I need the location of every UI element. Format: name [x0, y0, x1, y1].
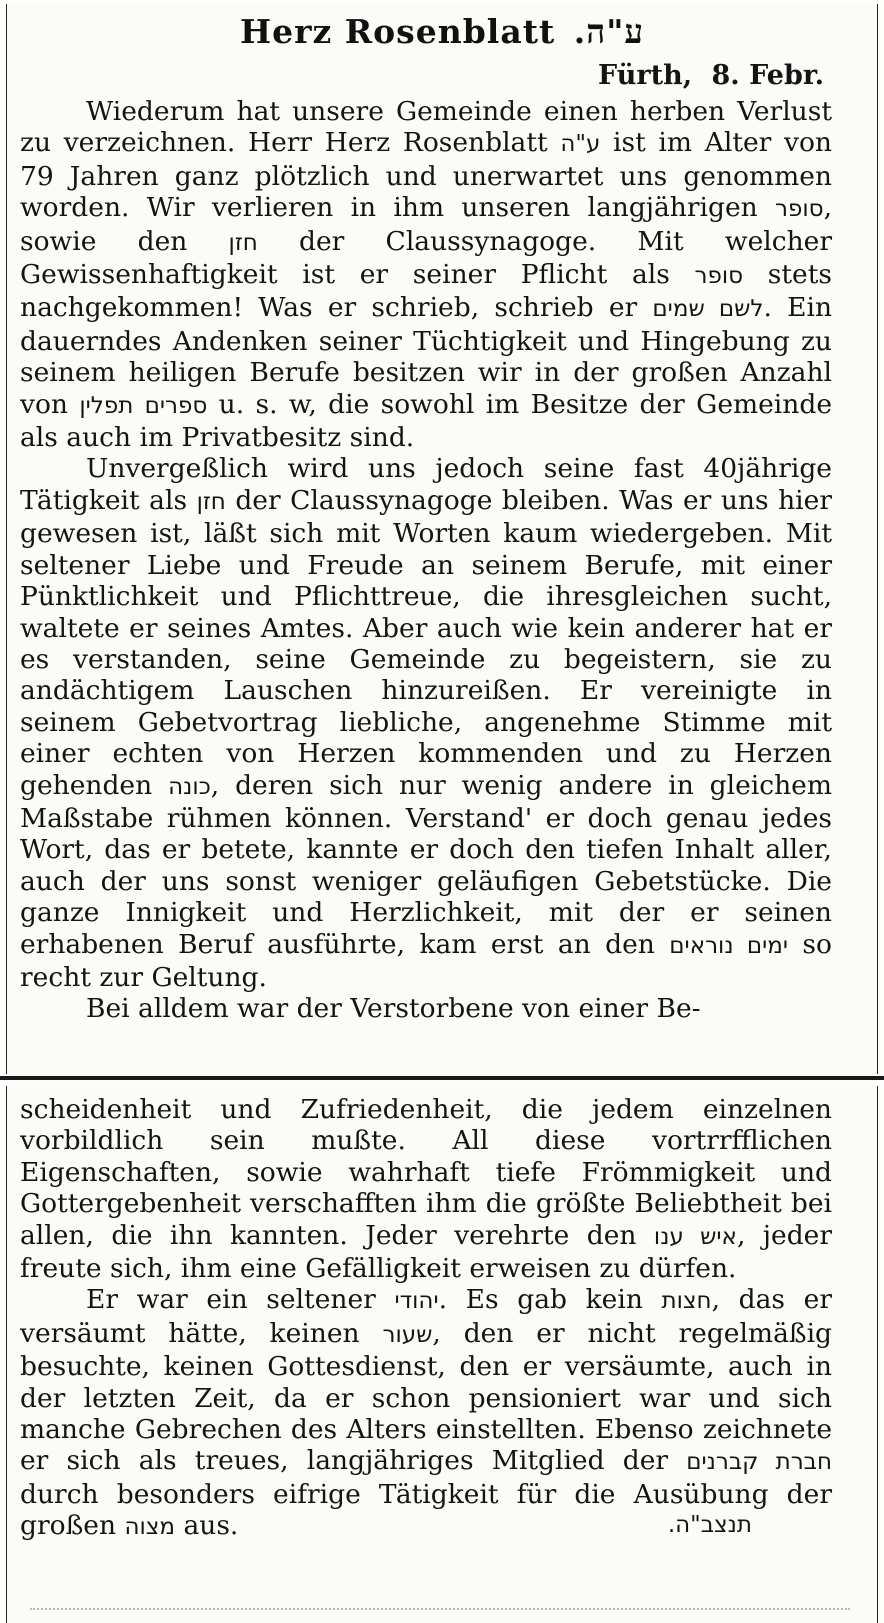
dateline-place: Fürth,	[598, 60, 693, 91]
dateline	[598, 60, 824, 91]
paragraph-text: Er war ein seltener	[86, 1284, 395, 1316]
hebrew-term: סופר	[694, 263, 744, 290]
paragraph-text: der Claussynagoge. Mit welcher Gewissenhaftigkeit ist er seiner Pflicht als	[20, 225, 832, 291]
hebrew-signature: תנצב"ה.	[667, 1512, 752, 1539]
paragraph-text: , den er nicht regelmäßig besuchte, keinen Gottesdienst, den er versäumte, auch in der letzten Zeit, da er schon pensioniert war und sich manche Gebrechen des Alters einstellten. Ebenso zeichnete er sich als treues, langjähriges Mitglied der	[20, 1317, 833, 1477]
hebrew-term: איש ענו	[653, 1223, 737, 1250]
hebrew-term: ע"ה	[560, 131, 601, 158]
paragraph-text: , das er versäumt hätte, keinen	[20, 1284, 833, 1349]
paragraph-text: Bei alldem war der Verstorbene von einer Be-	[86, 993, 701, 1025]
column-divider-rule	[0, 1076, 884, 1080]
lower-paragraph	[20, 1094, 832, 1284]
dateline-date: 8. Febr.	[711, 60, 824, 91]
paragraph-text: , deren sich nur wenig andere in gleichem Maßstabe rühmen können. Verstand' er doch genau jedes Wort, das er betete, kannte er doch den tiefen Inhalt aller, auch der uns sonst weniger geläufigen Gebetstücke. Die ganze Innigkeit und Herzlichkeit, mit der er seinen erhabenen Beruf ausführte, kam erst an den	[20, 769, 832, 960]
paragraph-text: , sowie den	[20, 192, 832, 257]
paragraph-text: . Es gab kein	[438, 1284, 662, 1316]
heading-hebrew-abbreviation: ע"ה.	[573, 12, 645, 51]
upper-paragraph	[20, 993, 832, 1024]
hebrew-term: כונה	[168, 773, 211, 800]
paragraph-text: scheidenheit und Zufriedenheit, die jedem einzelnen vorbildlich sein mußte. All diese vortrrfflichen Eigenschaften, sowie wahrhaft tiefe Frömmigkeit und Gottergebenheit verschafften ihm die größte Beliebtheit bei allen, die ihn kannten. Jeder verehrte den	[20, 1094, 832, 1251]
hebrew-term: שעור	[382, 1321, 433, 1348]
hebrew-term: ימים נוראים	[669, 932, 789, 959]
heading-name: Herz Rosenblatt	[239, 12, 556, 51]
paragraph-text: Unvergeßlich wird uns jedoch seine fast 40jährige Tätigkeit als	[20, 453, 832, 516]
paragraph-text: . Ein dauerndes Andenken seiner Tüchtigkeit und Hingebung zu seinem heiligen Berufe besitzen wir in der großen Anzahl von	[20, 292, 833, 420]
hebrew-term: חברת קברנים	[686, 1449, 832, 1476]
upper-paragraph	[20, 453, 832, 993]
hebrew-term: חצות	[661, 1288, 712, 1315]
hebrew-term: חזן	[196, 488, 226, 515]
paragraph-text: aus.	[175, 1510, 239, 1542]
upper-paragraph	[20, 96, 832, 453]
lower-paragraph	[20, 1284, 832, 1543]
paragraph-text: , jeder freute sich, ihm eine Gefälligkeit erweisen zu dürfen.	[20, 1219, 833, 1285]
paragraph-text: der Claussynagoge bleiben. Was er uns hier gewesen ist, läßt sich mit Worten kaum wiedergeben. Mit seltener Liebe und Freude an seinem Berufe, mit einer Pünktlichkeit und Pflichttreue, die ihresgleichen sucht, waltete er seines Amtes. Aber auch wie kein anderer hat er es verstanden, seine Gemeinde zu begeistern, sie zu andächtigem Lauschen hinzureißen. Er vereinigte in seinem Gebetvortrag liebliche, angenehme Stimme mit einer echten von Herzen kommenden und zu Herzen gehenden	[20, 484, 832, 801]
obituary-body-lower	[20, 1094, 832, 1544]
paragraph-text: durch besonders eifrige Tätigkeit für die Ausübung der großen	[20, 1478, 832, 1542]
hebrew-term: לשם שמים	[652, 296, 764, 323]
paragraph-text: ist im Alter von 79 Jahren ganz plötzlich und unerwartet uns genommen worden. Wir verlieren in ihm unseren langjährigen	[20, 127, 832, 224]
hebrew-term: מצוה	[124, 1514, 176, 1541]
hebrew-term: ספרים	[144, 392, 208, 419]
paragraph-text	[133, 389, 144, 420]
hebrew-term: תפלין	[79, 392, 134, 419]
paragraph-text: so recht zur Geltung.	[20, 928, 832, 993]
obituary-heading	[0, 12, 884, 52]
paragraph-text: Wiederum hat unsere Gemeinde einen herben Verlust zu verzeichnen. Herr Herz Rosenblatt	[20, 96, 832, 159]
paragraph-text: stets nachgekommen! Was er schrieb, schrieb er	[20, 259, 832, 324]
paragraph-text: u. s. w, die sowohl im Besitze der Gemeinde als auch im Privatbesitz sind.	[20, 388, 833, 454]
cut-off-next-line	[30, 1608, 850, 1622]
hebrew-term: חזן	[228, 229, 258, 256]
obituary-body-upper	[20, 96, 832, 1025]
hebrew-term: סופר	[775, 196, 824, 223]
hebrew-term: יהודי	[394, 1288, 439, 1315]
